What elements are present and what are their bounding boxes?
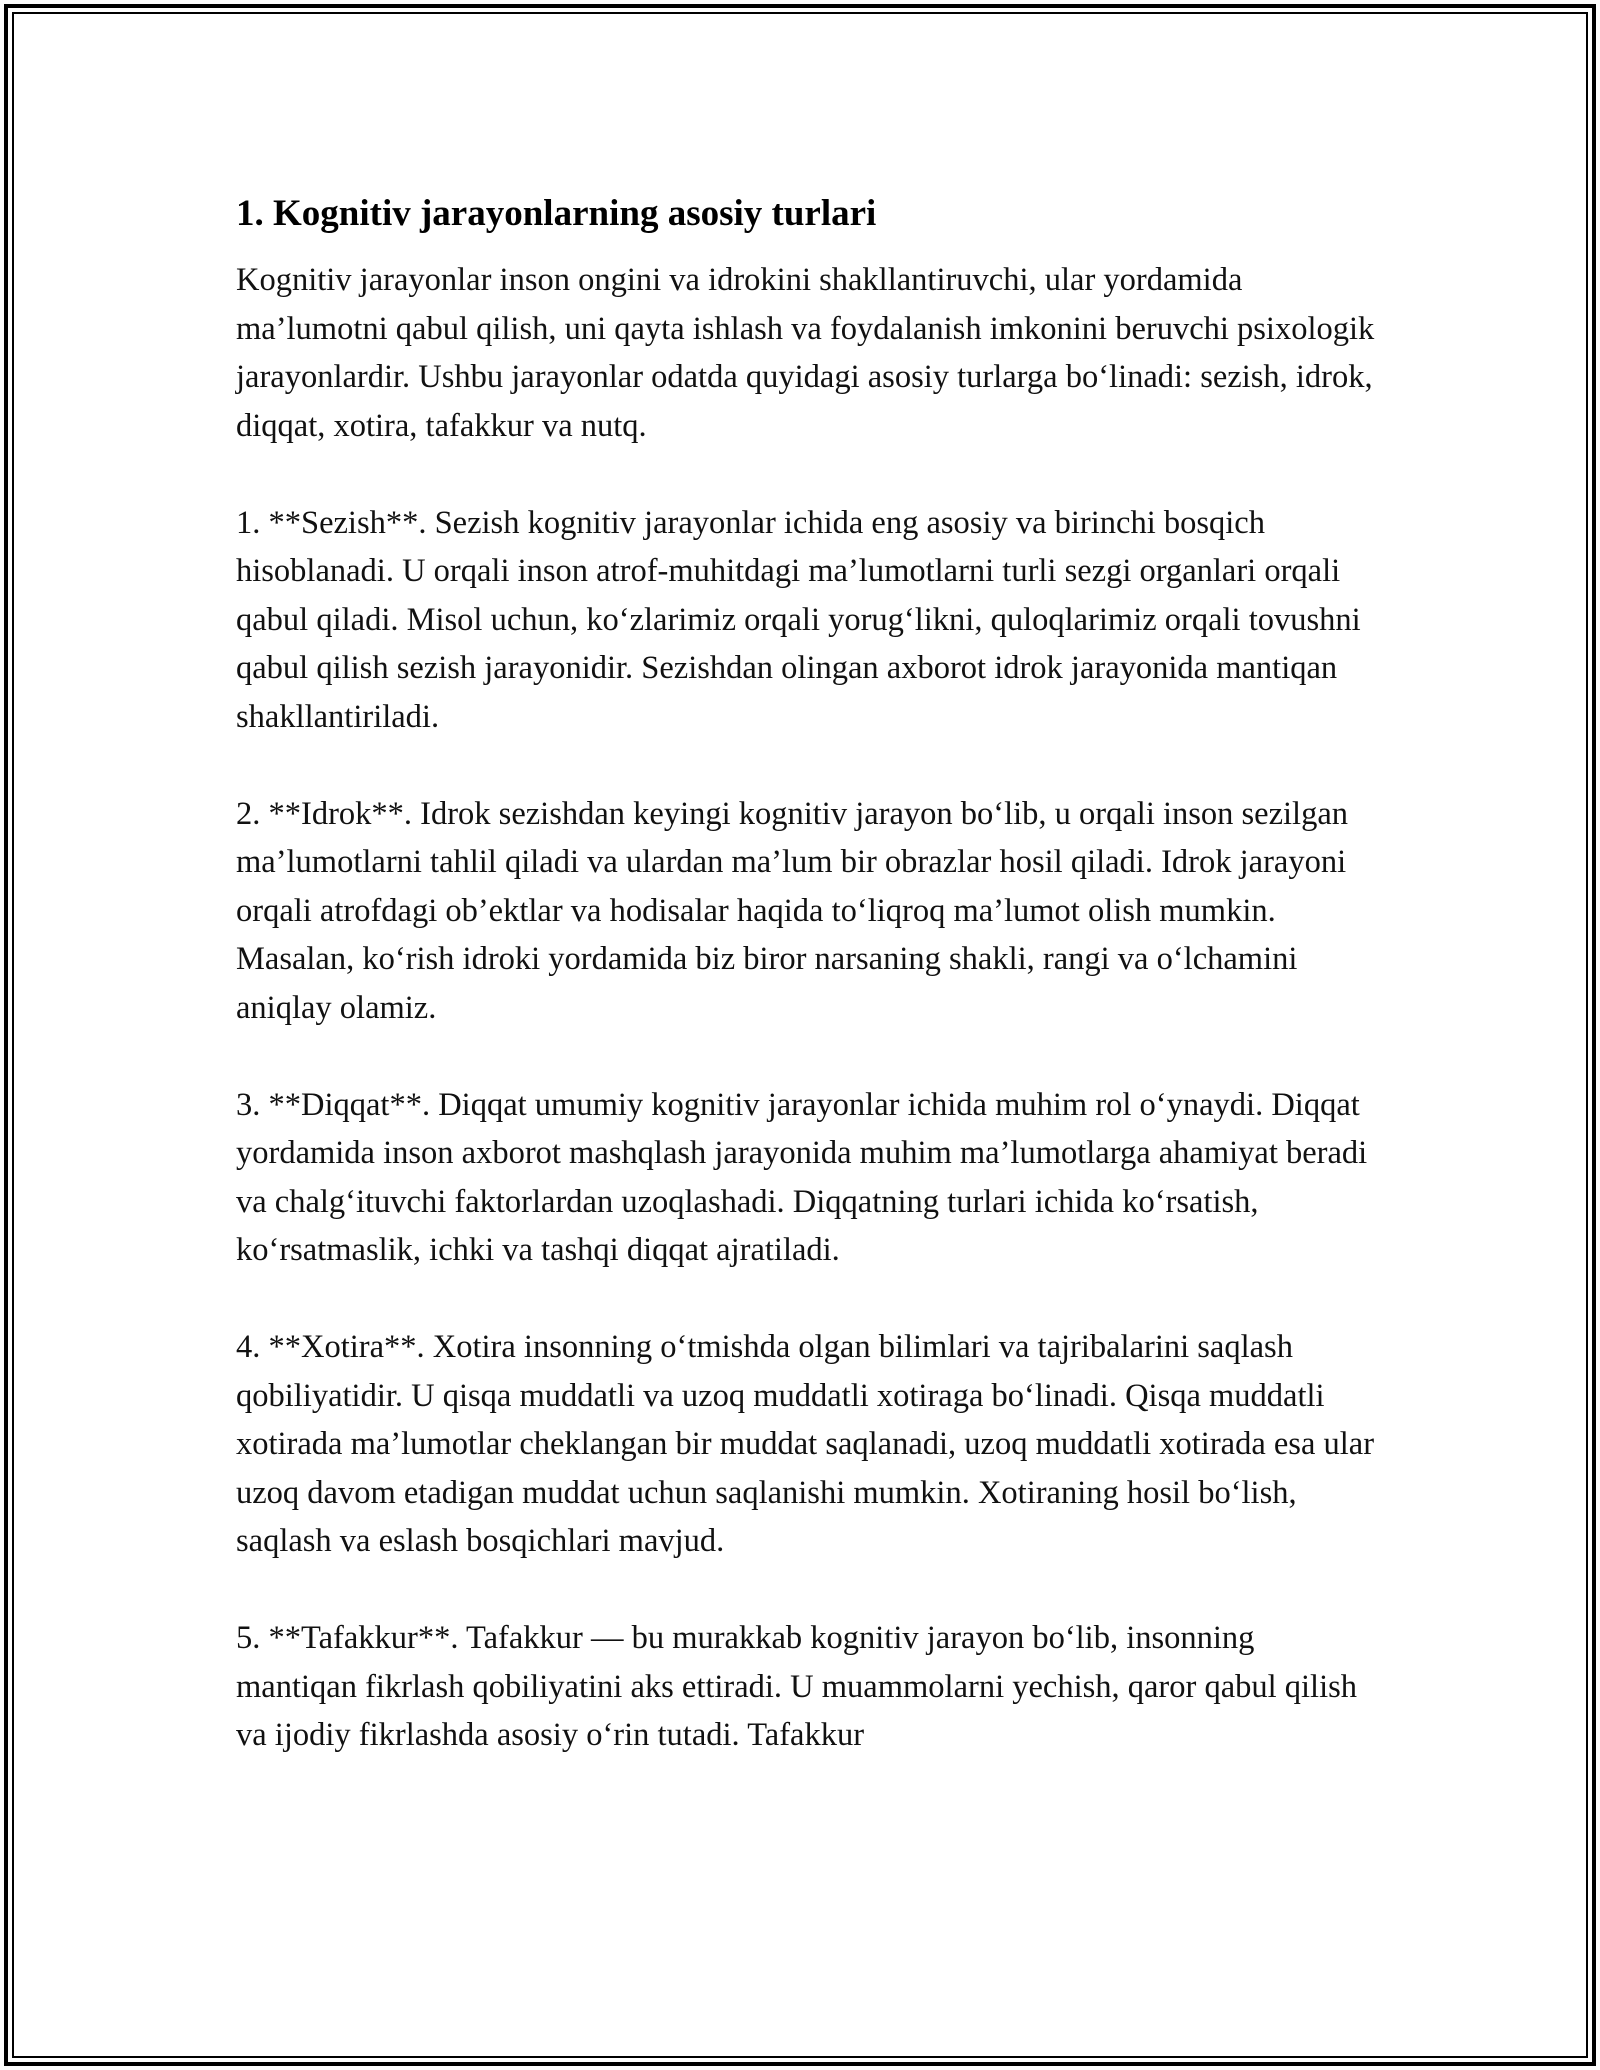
- paragraph-idrok: 2. **Idrok**. Idrok sezishdan keyingi kognitiv jarayon bo‘lib, u orqali inson sezilgan ma’lumotlarni tahlil qiladi va ulardan ma’lum bir obrazlar hosil qiladi. Idrok jarayoni orqali atrofdagi ob’ektlar va hodisalar haqida to‘liqroq ma’lumot olish mumkin. Masalan, ko‘rish idroki yordamida biz biror narsaning shakli, rangi va o‘lchamini aniqlay olamiz.: [236, 795, 1349, 1026]
- paragraph-xotira: 4. **Xotira**. Xotira insonning o‘tmishda olgan bilimlari va tajribalarini saqlash qobiliyatidir. U qisqa muddatli va uzoq muddatli xotiraga bo‘linadi. Qisqa muddatli xotirada ma’lumotlar cheklangan bir muddat saqlanadi, uzoq muddatli xotirada esa ular uzoq davom etadigan muddat uchun saqlanishi mumkin. Xotiraning hosil bo‘lish, saqlash va eslash bosqichlari mavjud.: [236, 1329, 1375, 1559]
- paragraph-tafakkur: 5. **Tafakkur**. Tafakkur — bu murakkab kognitiv jarayon bo‘lib, insonning mantiqan fikrlash qobiliyatini aks ettiradi. U muammolarni yechish, qaror qabul qilish va ijodiy fikrlashda asosiy o‘rin tutadi. Tafakkur: [236, 1620, 1358, 1753]
- paragraph-sezish: 1. **Sezish**. Sezish kognitiv jarayonlar ichida eng asosiy va birinchi bosqich hisoblanadi. U orqali inson atrof-muhitdagi ma’lumotlarni turli sezgi organlari orqali qabul qiladi. Misol uchun, ko‘zlarimiz orqali yorug‘likni, quloqlarimiz orqali tovushni qabul qilish sezish jarayonidir. Sezishdan olingan axborot idrok jarayonida mantiqan shakllantiriladi.: [236, 504, 1361, 735]
- paragraph-diqqat: 3. **Diqqat**. Diqqat umumiy kognitiv jarayonlar ichida muhim rol o‘ynaydi. Diqqat yordamida inson axborot mashqlash jarayonida muhim ma’lumotlarga ahamiyat beradi va chalg‘ituvchi faktorlardan uzoqlashadi. Diqqatning turlari ichida ko‘rsatish, ko‘rsatmaslik, ichki va tashqi diqqat ajratiladi.: [236, 1086, 1368, 1268]
- section-heading: 1. Kognitiv jarayonlarning asosiy turlari: [236, 193, 877, 234]
- document-body: [236, 186, 1376, 1760]
- paragraph-intro: Kognitiv jarayonlar inson ongini va idrokini shakllantiruvchi, ular yordamida ma’lumotni qabul qilish, uni qayta ishlash va foydalanish imkonini beruvchi psixologik jarayonlardir. Ushbu jarayonlar odatda quyidagi asosiy turlarga bo‘linadi: sezish, idrok, diqqat, xotira, tafakkur va nutq.: [236, 262, 1375, 444]
